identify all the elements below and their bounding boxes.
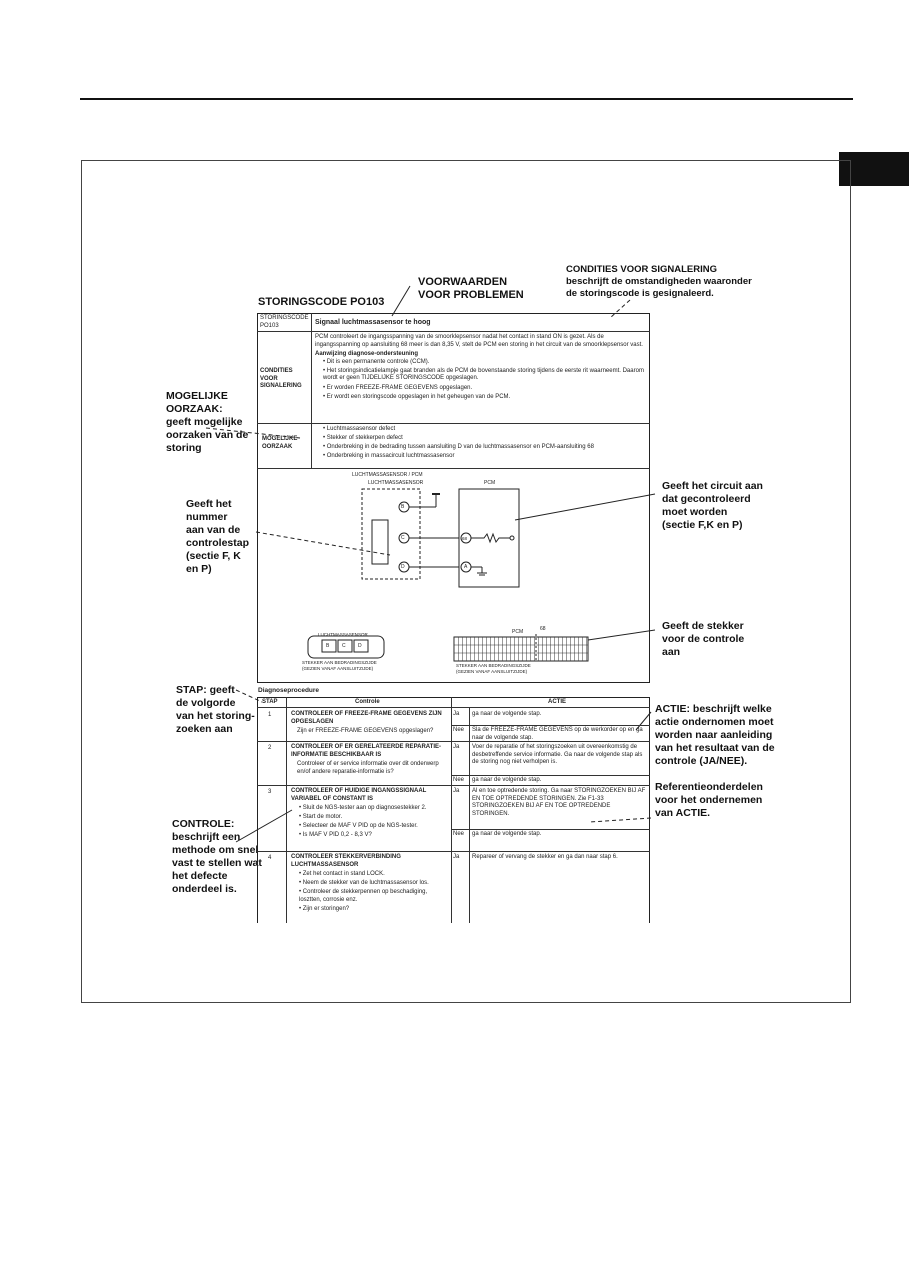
pin-label-68: 68 xyxy=(462,536,468,541)
label-condities: CONDITIES VOOR SIGNALERING beschrijft de omstandigheden waaronder de storingscode is gesignaleerd. xyxy=(566,264,752,299)
step-num: 1 xyxy=(268,712,272,718)
sensor-connector xyxy=(308,636,384,658)
row2-text: PCM controleert de ingangsspanning van de smoorklepsensor nadat het contact in stand ON is gezet. Als de ingangsspanning op aansluiting 68 meer is dan 8,35 V, stelt de PCM een storing in het circuit van de smoorklepsensor vast. xyxy=(315,334,643,348)
connector-right-pin: 68 xyxy=(540,626,546,632)
label-stapnummer: Geeft het nummer aan van de controlestap (sectie F, K en P) xyxy=(186,498,250,575)
step-num: 2 xyxy=(268,745,272,751)
step-ja-action: ga naar de volgende stap. xyxy=(472,711,542,717)
step-ja-action: Repareer of vervang de stekker en ga dan naar stap 6. xyxy=(472,854,618,860)
diagram-caption: LUCHTMASSASENSOR / PCM xyxy=(352,472,423,478)
step-check: • Selecteer de MAF V PID op de NGS-tester. xyxy=(299,823,418,830)
diag-header-controle: Controle xyxy=(355,699,380,705)
label-stekker: Geeft de stekker voor de controle aan xyxy=(662,620,745,658)
pcm-connector-pins xyxy=(454,637,588,661)
label-stap: STAP: geeft de volgorde van het storing- zoeken aan xyxy=(176,684,255,735)
step-title: CONTROLEER OF HUIDIGE INGANGSSIGNAAL VARIABEL OF CONSTANT IS xyxy=(291,788,427,802)
connector-left-note: STEKKER AAN BEDRADINGSZIJDE (GEZIEN VANAF AANSLUITZIJDE) xyxy=(302,660,377,671)
row1-value: Signaal luchtmassasensor te hoog xyxy=(315,319,431,326)
step-check: • Zijn er storingen? xyxy=(299,906,350,913)
pin-label-d: D xyxy=(401,564,405,570)
pin-label-a: A xyxy=(464,564,468,570)
step-title: CONTROLEER OF FREEZE-FRAME GEGEVENS ZIJN OPGESLAGEN xyxy=(291,711,442,725)
step-nee: Nee xyxy=(453,727,465,733)
diag-header-actie: ACTIE xyxy=(548,699,566,705)
code-title: STORINGSCODE PO103 xyxy=(258,296,385,308)
pin-label-b: B xyxy=(401,504,405,510)
step-nee-action: ga naar de volgende stap. xyxy=(472,831,542,837)
connector-left-pin-c: C xyxy=(342,643,346,649)
diag-title: Diagnoseprocedure xyxy=(258,687,320,694)
step-check: • Sluit de NGS-tester aan op diagnosestekker 2. xyxy=(299,805,427,812)
step-ja: Ja xyxy=(453,788,460,794)
step-title: CONTROLEER OF ER GERELATEERDE REPARATIE-INFORMATIE BESCHIKBAAR IS xyxy=(291,744,442,758)
connector-left-pin-d: D xyxy=(358,643,362,649)
sensor-label: LUCHTMASSASENSOR xyxy=(368,480,424,486)
row3-item: • Luchtmassasensor defect xyxy=(323,426,396,432)
row1-label: STORINGSCODE PO103 xyxy=(260,315,309,329)
row2-heading: Aanwijzing diagnose-ondersteuning xyxy=(315,351,419,358)
step-check: • Zet het contact in stand LOCK. xyxy=(299,871,385,878)
step-ja: Ja xyxy=(453,854,460,860)
connector-right-title: PCM xyxy=(512,629,524,635)
step-check: Controleer of er service informatie over dit onderwerp en/of andere reparatie-informatie is? xyxy=(297,761,439,775)
pin-label-c: C xyxy=(401,535,405,541)
row3-label: MOGELIJKE OORZAAK xyxy=(262,436,298,450)
step-nee: Nee xyxy=(453,831,465,837)
step-check: • Is MAF V PID 0,2 - 8,3 V? xyxy=(299,832,372,839)
step-nee: Nee xyxy=(453,777,465,783)
label-referentie: Referentieonderdelen voor het ondernemen van ACTIE. xyxy=(655,781,763,819)
connector-left-pin-b: B xyxy=(326,643,330,649)
label-voorwaarden: VOORWAARDEN VOOR PROBLEMEN xyxy=(418,276,524,301)
step-check: • Neem de stekker van de luchtmassasensor los. xyxy=(299,880,429,887)
pcm-label: PCM xyxy=(484,480,496,486)
row2-item: • Er wordt een storingscode opgeslagen in het geheugen van de PCM. xyxy=(323,393,511,400)
label-circuit: Geeft het circuit aan dat gecontroleerd moet worden (sectie F,K en P) xyxy=(662,480,763,531)
step-check: Zijn er FREEZE-FRAME GEGEVENS opgeslagen? xyxy=(297,728,434,735)
step-title: CONTROLEER STEKKERVERBINDING LUCHTMASSASENSOR xyxy=(291,854,401,868)
connector-left-title: LUCHTMASSASENSOR xyxy=(318,632,368,637)
step-check: • Start de motor. xyxy=(299,814,343,821)
step-nee-action: Sla de FREEZE-FRAME GEGEVENS op de werkorder op en ga naar de volgende stap. xyxy=(472,727,643,741)
row2-item: • Dit is een permanente controle (CCM). xyxy=(323,358,430,365)
step-check: • Controleer de stekkerpennen op beschadiging, losztten, corrosie enz. xyxy=(299,889,428,903)
row3-item: • Onderbreking in massacircuit luchtmassasensor xyxy=(323,453,455,460)
label-controle: CONTROLE: beschrijft een methode om snel vast te stellen wat het defecte onderdeel is. xyxy=(172,818,262,895)
row3-item: • Stekker of stekkerpen defect xyxy=(323,435,403,442)
label-oorzaak: MOGELIJKE OORZAAK: geeft mogelijke oorzaken van de storing xyxy=(166,390,249,454)
row3-item: • Onderbreking in de bedrading tussen aansluiting D van de luchtmassasensor en PCM-aansluiting 68 xyxy=(323,444,594,451)
step-checks xyxy=(291,871,449,913)
diag-header-stap: STAP xyxy=(262,699,278,705)
step-num: 3 xyxy=(268,789,272,795)
label-actie: ACTIE: beschrijft welke actie ondernomen moet worden naar aanleiding van het resultaat van de controle (JA/NEE). xyxy=(655,703,775,767)
row2-item: • Er worden FREEZE-FRAME GEGEVENS opgeslagen. xyxy=(323,384,473,391)
step-checks xyxy=(291,805,449,840)
step-ja: Ja xyxy=(453,711,460,717)
step-ja-action: Al en toe optredende storing. Ga naar STORINGZOEKEN BIJ AF EN TOE OPTREDENDE STORINGEN. Zie F1-33 STORINGZOEKEN BIJ AF EN TOE OPTREDENDE STORINGEN. xyxy=(472,788,646,817)
step-nee-action: ga naar de volgende stap. xyxy=(472,777,542,783)
step-ja-action: Voer de reparatie of het storingszoeken uit overeenkomstig de desbetreffende service informatie. Ga naar de volgende stap als de storing nog niet verholpen is. xyxy=(472,744,643,766)
step-ja: Ja xyxy=(453,744,460,750)
row2-label: CONDITIES VOOR SIGNALERING xyxy=(260,368,302,390)
row2-item: • Het storingsindicatielampje gaat branden als de PCM de bovenstaande storing tijdens de eerste rit waarneemt. Daarom wordt er geen TIJDELIJKE STORINGSCODE opgeslagen. xyxy=(323,367,644,382)
step-num: 4 xyxy=(268,855,272,861)
connector-right-note: STEKKER AAN BEDRADINGSZIJDE (GEZIEN VANAF AANSLUITZIJDE) xyxy=(456,663,531,674)
